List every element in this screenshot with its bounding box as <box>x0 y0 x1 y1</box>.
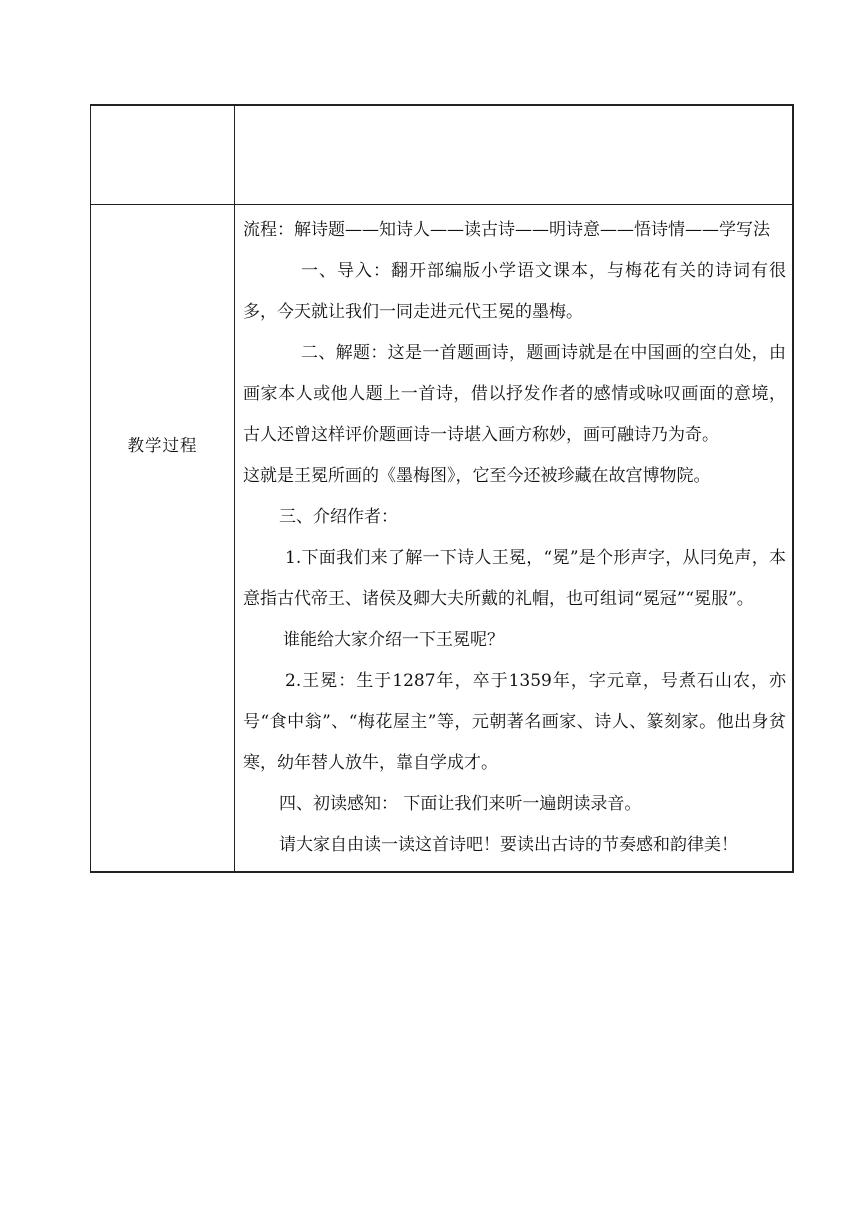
painting-paragraph: 这就是王冕所画的《墨梅图》，它至今还被珍藏在故宫博物院。 <box>243 465 711 486</box>
question-paragraph: 谁能给大家介绍一下王冕呢？ <box>283 629 504 650</box>
title-explanation-paragraph: 二、解题：这是一首题画诗，题画诗就是在中国画的空白处，由画家本人或他人题上一首诗，借以抒发作者的感情或咏叹画面的意境，古人还曾这样评价题画诗一诗堪入画方称妙，画可融诗乃为奇。 <box>243 342 786 445</box>
teaching-process-label-cell <box>91 204 235 872</box>
free-reading-paragraph: 请大家自由读一读这首诗吧！要读出古诗的节奏感和韵律美！ <box>279 834 738 855</box>
intro-paragraph: 一、导入：翻开部编版小学语文课本，与梅花有关的诗词有很多，今天就让我们一同走进元代王冕的墨梅。 <box>243 260 786 322</box>
teaching-process-label: 教学过程 <box>127 435 198 455</box>
first-reading-paragraph: 四、初读感知： 下面让我们来听一遍朗读录音。 <box>279 793 642 814</box>
author-point-1-paragraph: 1.下面我们来了解一下诗人王冕，“冕”是个形声字，从冃免声，本意指古代帝王、诸侯及卿大夫所戴的礼帽，也可组词“冕冠”“冕服”。 <box>243 547 786 609</box>
lesson-plan-table <box>90 104 794 873</box>
blank-content-cell <box>235 105 794 204</box>
blank-label-cell <box>91 105 235 204</box>
teaching-process-content <box>235 205 792 871</box>
teaching-process-row <box>91 204 794 872</box>
blank-table-row <box>91 105 794 204</box>
author-heading: 三、介绍作者： <box>279 506 398 527</box>
author-point-2-paragraph: 2.王冕：生于1287年，卒于1359年，字元章，号煮石山农，亦号“食中翁”、“梅花屋主”等，元朝著名画家、诗人、篆刻家。他出身贫寒，幼年替人放牛，靠自学成才。 <box>243 670 786 773</box>
flow-paragraph: 流程：解诗题——知诗人——读古诗——明诗意——悟诗情——学写法 <box>243 219 770 240</box>
teaching-process-content-cell <box>235 204 794 872</box>
